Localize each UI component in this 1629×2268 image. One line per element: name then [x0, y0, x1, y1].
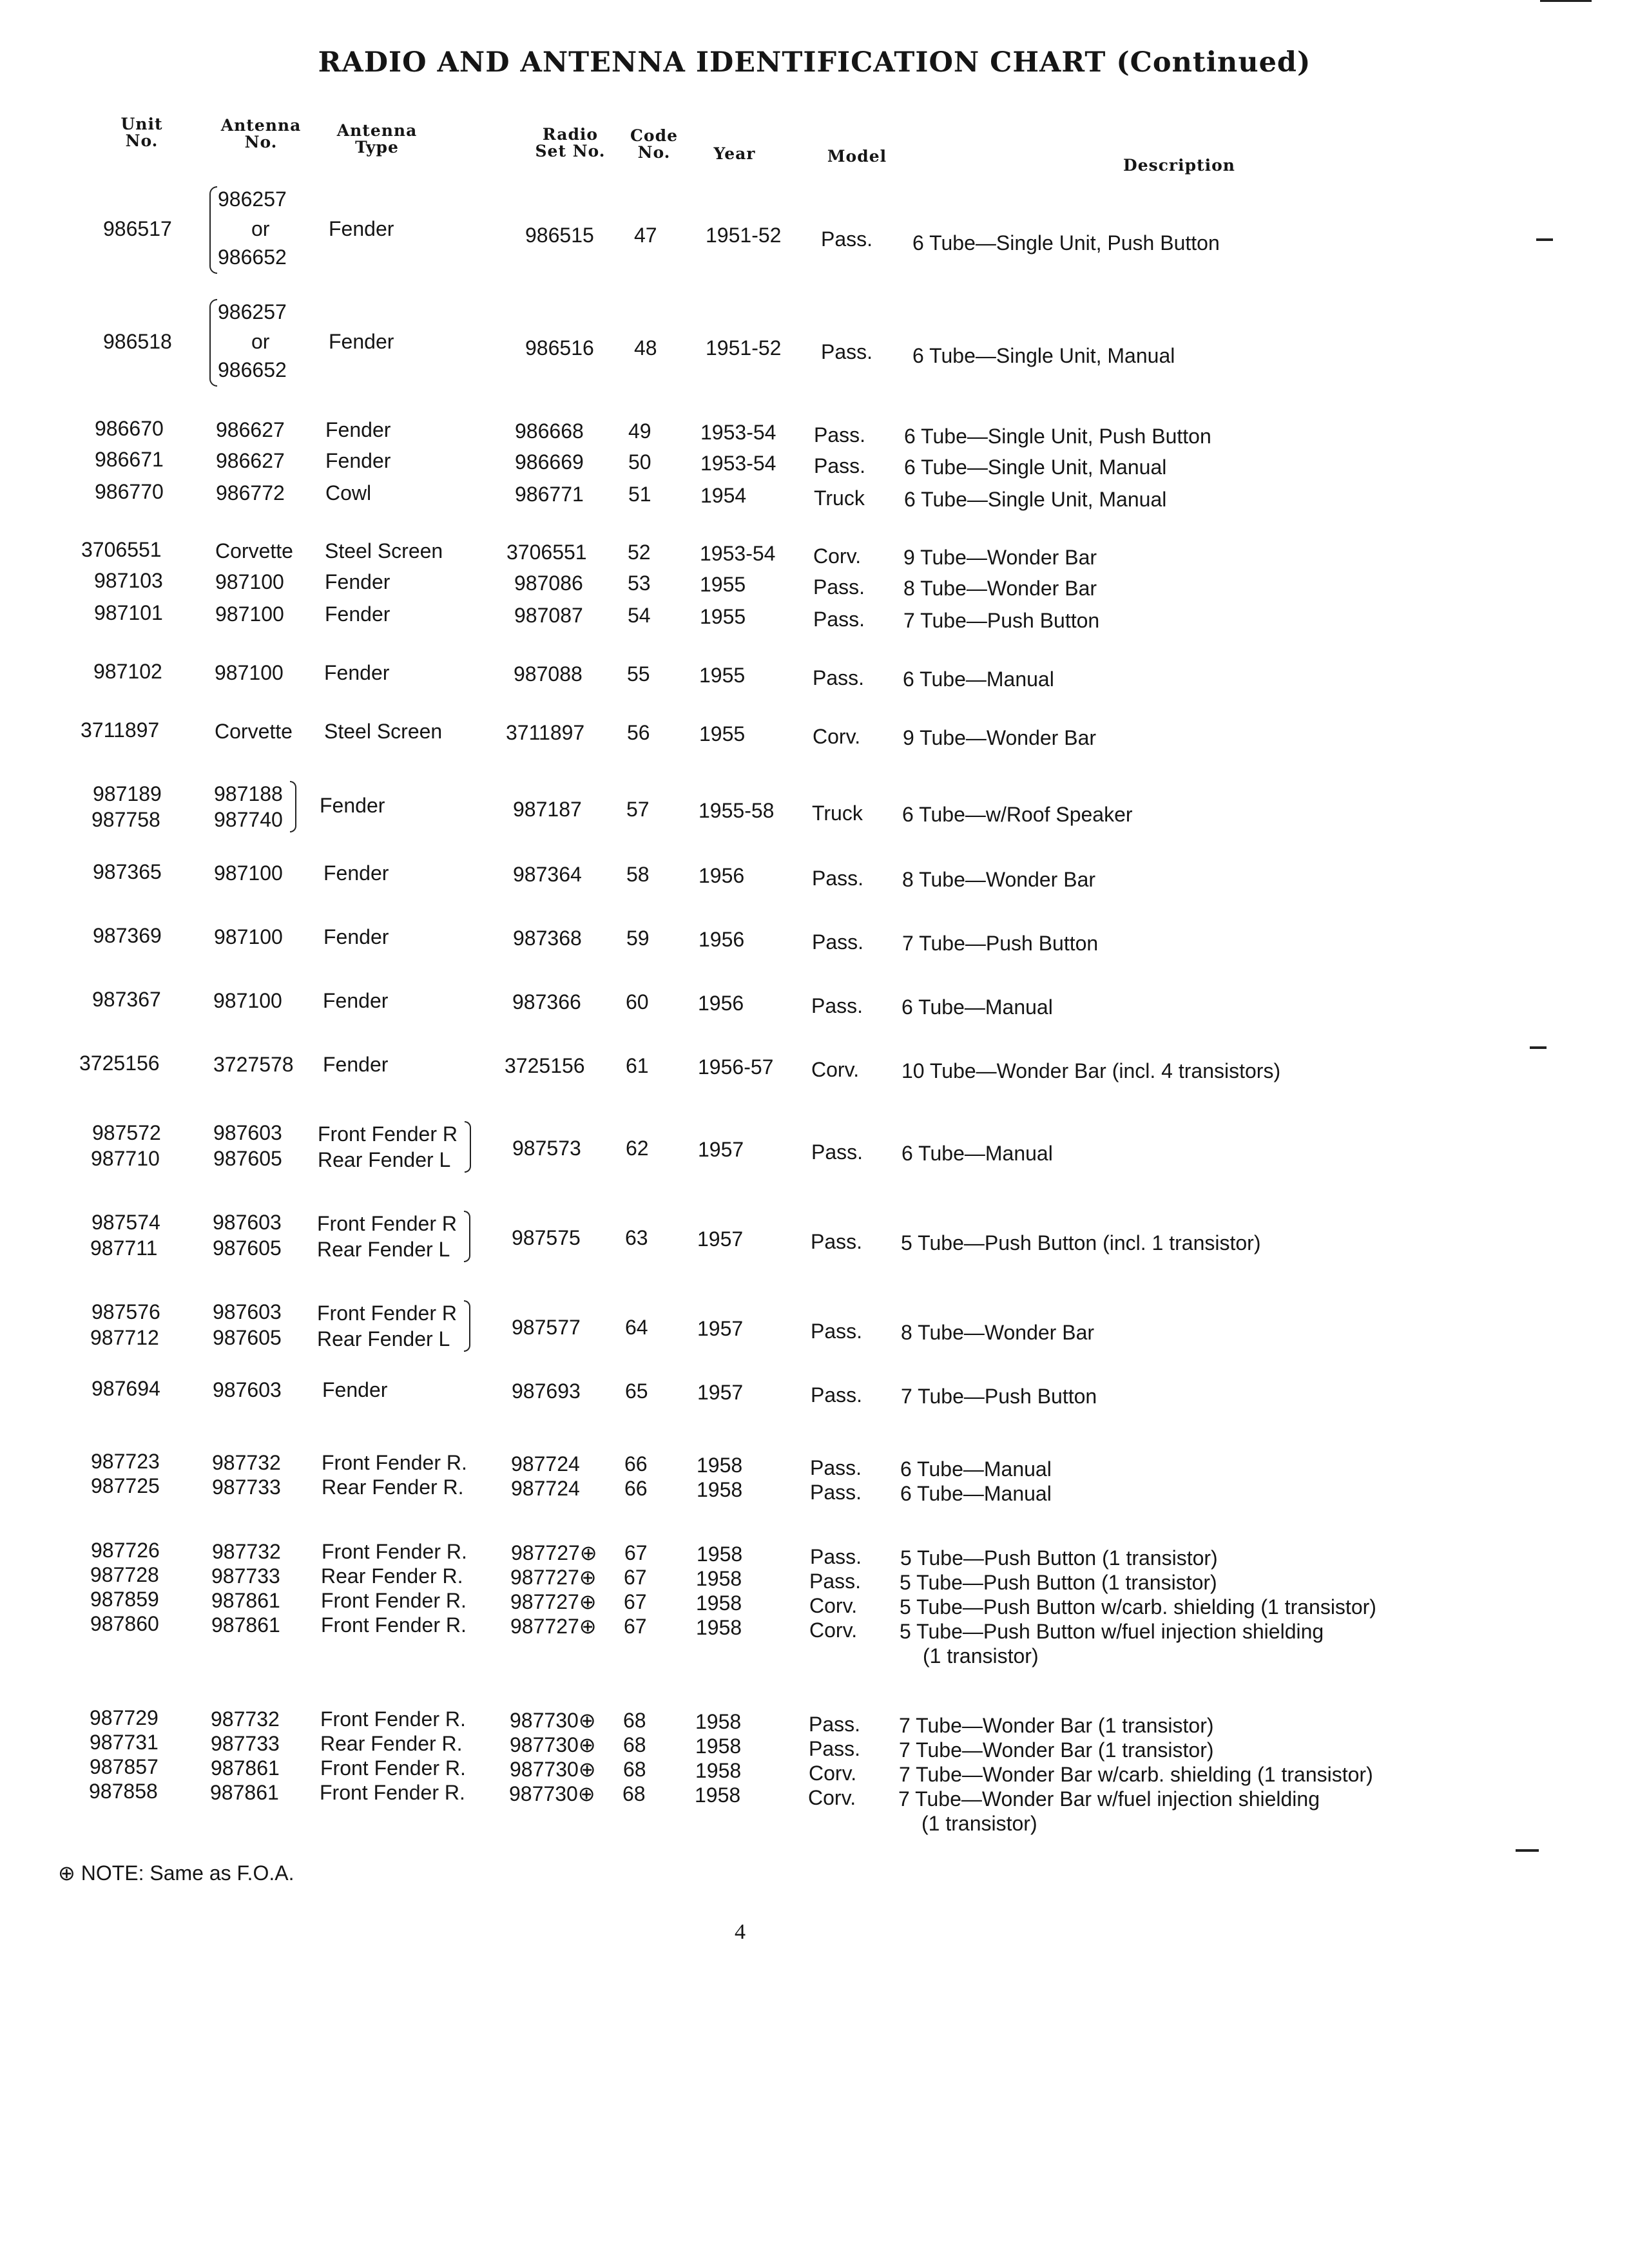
code-no: 49 [628, 419, 651, 443]
antenna-type: Front Fender R [318, 1122, 458, 1146]
code-no: 68 [623, 1709, 646, 1732]
radio-set-no: 986515 [525, 224, 594, 247]
antenna-type: Rear Fender L [317, 1238, 450, 1261]
antenna-no: 987603 [213, 1378, 282, 1401]
year: 1957 [697, 1317, 744, 1340]
radio-set-no: 986771 [515, 483, 584, 506]
antenna-type: Front Fender R. [320, 1707, 466, 1731]
model: Pass. [809, 1570, 862, 1593]
unit-no: 986517 [103, 217, 172, 240]
model: Corv. [813, 725, 861, 748]
year: 1953-54 [700, 452, 776, 475]
antenna-type: Steel Screen [324, 720, 443, 743]
header-antenna-type-label: Antenna Type [336, 121, 418, 157]
antenna-no: 987605 [213, 1236, 282, 1260]
year: 1953-54 [700, 421, 776, 444]
year: 1955 [700, 573, 746, 596]
antenna-type: Fender [323, 925, 389, 948]
header-antenna-no [213, 117, 309, 151]
radio-set-no: 987724 [511, 1452, 580, 1475]
radio-set-no: 987727⊕ [510, 1566, 597, 1589]
model: Corv. [808, 1786, 856, 1809]
model: Pass. [812, 867, 864, 890]
radio-set-no: 987187 [513, 798, 582, 821]
unit-no: 987710 [91, 1147, 160, 1170]
radio-set-no: 987693 [512, 1379, 581, 1403]
antenna-type: Rear Fender R. [322, 1475, 464, 1499]
description: 6 Tube—Single Unit, Push Button [904, 425, 1211, 448]
model: Corv. [809, 1594, 858, 1617]
radio-set-no: 987727⊕ [510, 1615, 597, 1638]
model: Pass. [813, 666, 865, 689]
unit-no: 987758 [92, 808, 160, 831]
description: 7 Tube—Push Button [903, 609, 1100, 632]
year: 1958 [697, 1454, 743, 1477]
antenna-no: 987603 [213, 1211, 282, 1234]
code-no: 68 [623, 1758, 646, 1781]
model: Pass. [810, 1456, 862, 1479]
antenna-no: 987100 [214, 925, 283, 948]
code-no: 54 [628, 604, 651, 627]
description: 8 Tube—Wonder Bar [902, 868, 1096, 891]
scan-mark [1540, 0, 1592, 2]
description: 6 Tube—Single Unit, Manual [912, 344, 1175, 367]
year: 1958 [696, 1591, 742, 1615]
description: 6 Tube—Single Unit, Push Button [912, 231, 1220, 255]
description: 6 Tube—Single Unit, Manual [904, 456, 1167, 479]
antenna-no: 3727578 [213, 1053, 294, 1076]
model: Corv. [813, 544, 862, 568]
antenna-no: 987861 [211, 1756, 280, 1780]
model: Pass. [813, 575, 865, 599]
description: 6 Tube—Manual [901, 995, 1053, 1019]
antenna-no: 986257 [218, 300, 287, 323]
code-no: 55 [627, 662, 650, 686]
header-code [625, 128, 683, 161]
antenna-type: Fender [325, 570, 390, 593]
unit-no: 986770 [95, 480, 164, 503]
code-no: 66 [624, 1477, 648, 1500]
antenna-no: 987861 [211, 1589, 280, 1612]
header-year-label: Year [713, 144, 756, 163]
model: Corv. [811, 1058, 860, 1081]
model: Pass. [813, 608, 865, 631]
year: 1958 [696, 1567, 742, 1590]
antenna-no: 986627 [216, 418, 285, 441]
antenna-no: 987861 [211, 1613, 280, 1637]
antenna-no-or: or [251, 330, 270, 353]
code-no: 65 [625, 1379, 648, 1403]
unit-no: 987725 [91, 1474, 160, 1497]
antenna-type: Front Fender R. [320, 1781, 465, 1804]
model: Pass. [811, 1230, 863, 1253]
radio-set-no: 987086 [514, 572, 583, 595]
antenna-no: 987100 [215, 602, 284, 626]
description: 6 Tube—w/Roof Speaker [902, 803, 1133, 826]
year: 1958 [695, 1735, 742, 1758]
antenna-no: 987603 [213, 1121, 282, 1144]
code-no: 61 [626, 1054, 649, 1077]
description: 7 Tube—Push Button [902, 932, 1099, 955]
antenna-no: 986627 [216, 449, 285, 472]
antenna-no: 987100 [213, 989, 282, 1012]
antenna-type: Rear Fender R. [320, 1732, 463, 1755]
unit-no: 987694 [92, 1377, 160, 1400]
year: 1958 [696, 1616, 742, 1639]
year: 1956 [698, 992, 744, 1015]
radio-set-no: 986516 [525, 336, 594, 360]
radio-set-no: 987368 [513, 927, 582, 950]
antenna-type: Cowl [325, 481, 372, 505]
antenna-type: Front Fender R. [321, 1589, 467, 1612]
unit-no: 987367 [92, 988, 161, 1011]
model: Pass. [810, 1545, 862, 1568]
model: Corv. [809, 1619, 858, 1642]
model: Truck [814, 486, 865, 510]
radio-set-no: 3706551 [506, 541, 587, 564]
antenna-no: 987605 [213, 1147, 282, 1170]
description: 8 Tube—Wonder Bar [901, 1321, 1095, 1344]
antenna-no: 986652 [218, 358, 287, 381]
page-title: RADIO AND ANTENNA IDENTIFICATION CHART (Continued) [318, 46, 1311, 79]
unit-no: 987729 [90, 1706, 159, 1729]
antenna-no-or: or [251, 217, 270, 240]
scan-mark [1530, 1046, 1547, 1049]
antenna-type: Fender [322, 1378, 388, 1401]
header-year [706, 146, 764, 162]
description: 5 Tube—Push Button (1 transistor) [900, 1571, 1217, 1594]
antenna-no: 987740 [214, 808, 283, 831]
unit-no: 987728 [90, 1563, 159, 1586]
antenna-no: 987861 [210, 1781, 279, 1804]
code-no: 52 [628, 541, 651, 564]
antenna-no: Corvette [215, 539, 293, 562]
brace-mark [209, 299, 217, 387]
code-no: 48 [634, 336, 657, 360]
unit-no: 987369 [93, 924, 162, 947]
unit-no: 987731 [90, 1731, 159, 1754]
code-no: 57 [626, 798, 650, 821]
antenna-no: 987100 [215, 661, 284, 684]
antenna-no: Corvette [215, 720, 293, 743]
model: Pass. [821, 340, 873, 363]
description: 7 Tube—Push Button [901, 1385, 1097, 1408]
code-no: 59 [626, 927, 650, 950]
code-no: 67 [624, 1590, 647, 1613]
description: 7 Tube—Wonder Bar w/carb. shielding (1 transistor) [899, 1763, 1373, 1786]
antenna-type: Front Fender R. [321, 1613, 467, 1637]
code-no: 68 [623, 1733, 646, 1756]
unit-no: 987712 [90, 1326, 159, 1349]
model: Pass. [809, 1737, 861, 1760]
description: 10 Tube—Wonder Bar (incl. 4 transistors) [901, 1059, 1281, 1082]
model: Pass. [814, 454, 866, 477]
antenna-no: 987733 [211, 1732, 280, 1755]
antenna-type: Fender [323, 1053, 389, 1076]
radio-set-no: 987727⊕ [510, 1590, 597, 1613]
radio-set-no: 987730⊕ [509, 1782, 595, 1805]
unit-no: 987102 [93, 660, 162, 683]
code-no: 67 [624, 1541, 648, 1564]
radio-set-no: 987730⊕ [510, 1709, 596, 1732]
header-antenna-type [329, 122, 425, 156]
year: 1955 [699, 664, 746, 687]
header-model-label: Model [827, 147, 887, 166]
unit-no: 3706551 [81, 538, 162, 561]
antenna-type: Fender [325, 418, 391, 441]
header-model [818, 148, 896, 165]
description: 5 Tube—Push Button (1 transistor) [900, 1546, 1218, 1570]
code-no: 62 [626, 1137, 649, 1160]
description: 6 Tube—Manual [901, 1142, 1053, 1165]
antenna-no: 987605 [213, 1326, 282, 1349]
unit-no: 987711 [90, 1236, 158, 1260]
antenna-no: 987100 [214, 861, 283, 885]
description: 5 Tube—Push Button (incl. 1 transistor) [901, 1231, 1261, 1254]
antenna-type: Fender [325, 602, 390, 626]
unit-no: 986671 [95, 448, 164, 471]
page-number: 4 [735, 1920, 746, 1944]
code-no: 47 [634, 224, 657, 247]
radio-set-no: 3711897 [506, 721, 585, 744]
antenna-type: Fender [329, 217, 394, 240]
unit-no: 987574 [92, 1211, 160, 1234]
model: Pass. [811, 1140, 863, 1164]
description-continued: (1 transistor) [923, 1644, 1039, 1667]
antenna-no: 987733 [212, 1475, 281, 1499]
code-no: 68 [622, 1782, 646, 1805]
radio-set-no: 987088 [514, 662, 583, 686]
year: 1951-52 [706, 224, 782, 247]
model: Pass. [811, 994, 863, 1017]
model: Pass. [811, 1320, 863, 1343]
unit-no: 987859 [90, 1588, 159, 1611]
radio-set-no: 987573 [512, 1137, 581, 1160]
radio-set-no: 986669 [515, 450, 584, 474]
antenna-no: 986257 [218, 187, 287, 211]
description: 6 Tube—Manual [903, 668, 1054, 691]
code-no: 58 [626, 863, 650, 886]
year: 1955 [700, 605, 746, 628]
code-no: 64 [625, 1316, 648, 1339]
antenna-type: Fender [320, 794, 385, 817]
year: 1956 [699, 864, 745, 887]
unit-no: 987576 [92, 1300, 160, 1323]
header-description [1108, 157, 1250, 174]
antenna-no: 987188 [214, 782, 283, 805]
code-no: 60 [626, 990, 649, 1014]
code-no: 50 [628, 450, 651, 474]
header-code-label: Code No. [630, 126, 678, 162]
code-no: 63 [625, 1226, 648, 1249]
antenna-type: Front Fender R. [322, 1540, 467, 1563]
description: 5 Tube—Push Button w/carb. shielding (1 transistor) [900, 1595, 1376, 1619]
model: Corv. [809, 1762, 857, 1785]
brace-mark [465, 1121, 471, 1173]
antenna-type: Rear Fender L [317, 1327, 450, 1350]
header-description-label: Description [1123, 156, 1235, 175]
unit-no: 986670 [95, 417, 164, 440]
radio-set-no: 987730⊕ [510, 1733, 596, 1756]
antenna-type: Front Fender R [317, 1212, 457, 1235]
unit-no: 987365 [93, 860, 162, 883]
year: 1958 [695, 1710, 742, 1733]
brace-mark [290, 781, 296, 832]
antenna-no: 987733 [211, 1564, 280, 1588]
antenna-no: 987732 [212, 1540, 281, 1563]
year: 1955-58 [699, 799, 775, 822]
unit-no: 987726 [91, 1539, 160, 1562]
unit-no: 987572 [92, 1121, 161, 1144]
radio-set-no: 987730⊕ [510, 1758, 596, 1781]
description: 8 Tube—Wonder Bar [903, 577, 1097, 600]
brace-mark [464, 1211, 470, 1262]
antenna-type: Front Fender R. [320, 1756, 466, 1780]
model: Pass. [812, 930, 864, 954]
year: 1956 [699, 928, 745, 951]
model: Pass. [821, 227, 873, 251]
unit-no: 987857 [90, 1755, 159, 1778]
header-antenna-no-label: Antenna No. [220, 116, 302, 151]
model: Pass. [809, 1713, 861, 1736]
code-no: 53 [628, 572, 651, 595]
radio-set-no: 987724 [511, 1477, 580, 1500]
radio-set-no: 987364 [513, 863, 582, 886]
code-no: 67 [624, 1566, 647, 1589]
scan-mark [1536, 238, 1553, 241]
brace-mark [209, 186, 217, 274]
year: 1954 [700, 484, 747, 507]
code-no: 66 [624, 1452, 648, 1475]
radio-set-no: 986668 [515, 419, 584, 443]
description: 6 Tube—Single Unit, Manual [904, 488, 1167, 511]
code-no: 56 [627, 721, 650, 744]
antenna-no: 987732 [211, 1707, 280, 1731]
year: 1951-52 [706, 336, 782, 360]
header-unit-label: Unit No. [120, 115, 163, 150]
radio-set-no: 987087 [514, 604, 583, 627]
antenna-no: 987732 [212, 1451, 281, 1474]
scan-mark [1516, 1849, 1539, 1852]
model: Pass. [810, 1481, 862, 1504]
description: 7 Tube—Wonder Bar (1 transistor) [899, 1738, 1214, 1762]
year: 1958 [697, 1478, 743, 1501]
description: 7 Tube—Wonder Bar (1 transistor) [899, 1714, 1214, 1737]
antenna-no: 987603 [213, 1300, 282, 1323]
antenna-type: Steel Screen [325, 539, 443, 562]
description: 9 Tube—Wonder Bar [903, 726, 1097, 749]
description: 6 Tube—Manual [900, 1457, 1052, 1481]
antenna-type: Fender [324, 661, 390, 684]
antenna-no: 986772 [216, 481, 285, 505]
brace-mark [464, 1300, 470, 1352]
year: 1957 [697, 1381, 744, 1404]
unit-no: 987723 [91, 1450, 160, 1473]
antenna-type: Fender [323, 861, 389, 885]
radio-set-no: 987577 [512, 1316, 581, 1339]
radio-set-no: 3725156 [505, 1054, 585, 1077]
antenna-type: Front Fender R. [322, 1451, 467, 1474]
radio-set-no: 987575 [512, 1226, 581, 1249]
unit-no: 987189 [93, 782, 162, 805]
year: 1958 [695, 1783, 741, 1807]
unit-no: 987101 [94, 601, 163, 624]
unit-no: 3711897 [81, 718, 160, 742]
antenna-no: 987100 [215, 570, 284, 593]
year: 1956-57 [698, 1055, 774, 1079]
code-no: 67 [624, 1615, 647, 1638]
year: 1953-54 [700, 542, 776, 565]
description-continued: (1 transistor) [921, 1812, 1037, 1835]
antenna-type: Fender [323, 989, 389, 1012]
year: 1957 [697, 1227, 744, 1251]
description: 7 Tube—Wonder Bar w/fuel injection shielding [898, 1787, 1320, 1811]
header-unit [110, 116, 174, 149]
radio-set-no: 987727⊕ [511, 1541, 597, 1564]
model: Truck [812, 802, 863, 825]
antenna-type: Fender [329, 330, 394, 353]
radio-set-no: 987366 [512, 990, 581, 1014]
year: 1955 [699, 722, 746, 745]
antenna-type: Rear Fender R. [321, 1564, 463, 1588]
model: Pass. [811, 1383, 863, 1407]
header-radio-set [528, 126, 612, 160]
year: 1958 [695, 1759, 742, 1782]
year: 1957 [698, 1138, 744, 1161]
unit-no: 987103 [94, 569, 163, 592]
antenna-type: Front Fender R [317, 1302, 457, 1325]
model: Pass. [814, 423, 866, 447]
description: 5 Tube—Push Button w/fuel injection shielding [900, 1620, 1324, 1643]
unit-no: 3725156 [79, 1052, 160, 1075]
antenna-no: 986652 [218, 245, 287, 269]
code-no: 51 [628, 483, 651, 506]
unit-no: 987858 [89, 1780, 158, 1803]
unit-no: 987860 [90, 1612, 159, 1635]
year: 1958 [697, 1542, 743, 1566]
description: 6 Tube—Manual [900, 1482, 1052, 1505]
footnote: ⊕ NOTE: Same as F.O.A. [58, 1861, 294, 1885]
antenna-type: Fender [325, 449, 391, 472]
description: 9 Tube—Wonder Bar [903, 546, 1097, 569]
header-radio-set-label: Radio Set No. [535, 125, 606, 160]
unit-no: 986518 [103, 330, 172, 353]
antenna-type: Rear Fender L [318, 1148, 451, 1171]
